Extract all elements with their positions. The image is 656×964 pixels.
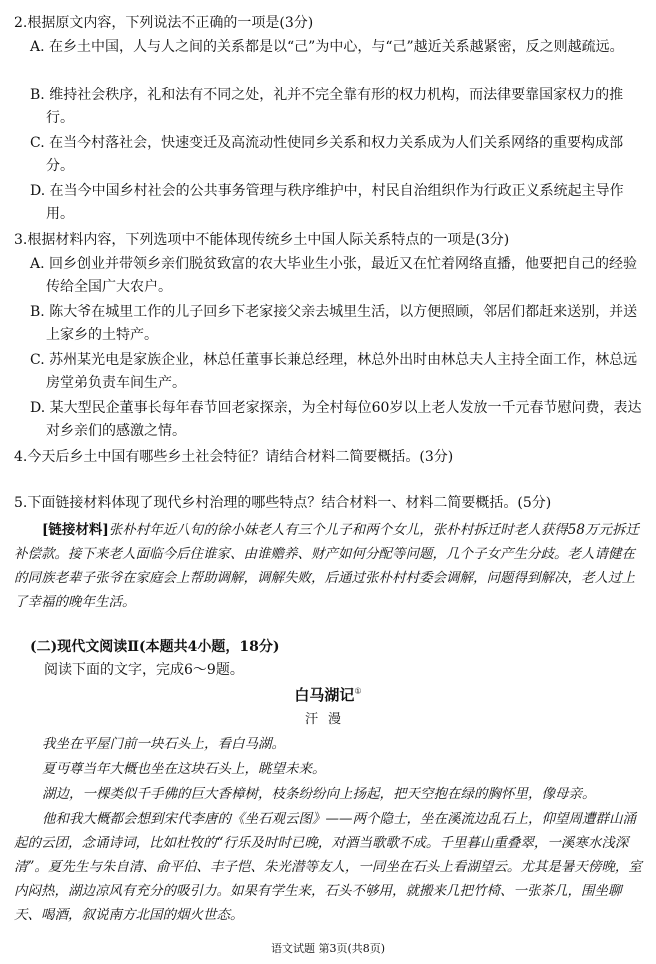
footnote-marker: ① <box>354 686 362 696</box>
linked-material-tag: [链接材料] <box>42 522 109 538</box>
question-2-option-c: C. 在当今村落社会，快速变迁及高流动性使同乡关系和权力关系成为人们关系网络的重要构成部分。 <box>30 135 624 174</box>
essay-paragraph-4: 他和我大概都会想到宋代李唐的《坐石观云图》——两个隐士，坐在溪流边乱石上，仰望周遭群山涌起的云团，念诵诗词，比如杜牧的“行乐及时时已晚，对酒当歌歌不成。千里暮山重叠翠，一溪寒水浅深清”。夏先生与朱自清、俞平伯、丰子恺、朱光潜等友人，一同坐在石头上看湖望云。尤其是暑天傍晚，室内闷热，湖边凉风有充分的吸引力。如果有学生来，石头不够用，就搬来几把竹椅、一张茶几，围坐聊天、喝酒，叙说南方北国的烟火世态。 <box>14 811 642 923</box>
essay-paragraph-2: 夏丏尊当年大概也坐在这块石头上，眺望未来。 <box>42 761 326 777</box>
question-3-option-c: C. 苏州某光电是家族企业，林总任董事长兼总经理，林总外出时由林总夫人主持全面工作，林总远房堂弟负责车间生产。 <box>30 352 638 391</box>
linked-material <box>14 518 642 614</box>
question-2-option-d: D. 在当今中国乡村社会的公共事务管理与秩序维护中，村民自治组织作为行政正义系统起主导作用。 <box>30 183 624 222</box>
question-2-stem: 2.根据原文内容，下列说法不正确的一项是(3分) <box>14 15 314 31</box>
reading-instruction: 阅读下面的文字，完成6～9题。 <box>44 662 244 678</box>
essay-title-block <box>0 684 656 705</box>
question-4-stem: 4.今天后乡土中国有哪些乡土社会特征？请结合材料二简要概括。(3分) <box>14 449 454 465</box>
question-3-option-b: B. 陈大爷在城里工作的儿子回乡下老家接父亲去城里生活，以方便照顾，邻居们都赶来送别，并送上家乡的土特产。 <box>30 304 638 343</box>
page-footer: 语文试题 第3页(共8页) <box>270 942 386 955</box>
question-5-stem: 5.下面链接材料体现了现代乡村治理的哪些特点？结合材料一、材料二简要概括。(5分) <box>14 495 552 511</box>
essay-paragraph-3: 湖边，一棵类似千手佛的巨大香樟树，枝条纷纷向上扬起，把天空抱在绿的胸怀里，像母亲。 <box>42 786 596 802</box>
question-2-option-a: A. 在乡土中国，人与人之间的关系都是以“己”为中心，与“己”越近关系越紧密，反之则越疏远。 <box>30 39 624 55</box>
question-3-stem: 3.根据材料内容，下列选项中不能体现传统乡土中国人际关系特点的一项是(3分) <box>14 232 510 248</box>
question-3-option-d: D. 某大型民企董事长每年春节回老家探亲，为全村每位60岁以上老人发放一千元春节慰问费，表达对乡亲们的感激之情。 <box>30 400 642 439</box>
section-heading: (二)现代文阅读Ⅱ(本题共4小题，18分) <box>30 639 280 655</box>
essay-title: 白马湖记 <box>294 686 355 704</box>
question-3-option-a: A. 回乡创业并带领乡亲们脱贫致富的农大毕业生小张，最近又在忙着网络直播，他要把自己的经验传给全国广大农户。 <box>30 256 638 295</box>
essay-author-block <box>0 708 656 727</box>
linked-material-text: 张朴村年近八旬的徐小妹老人有三个儿子和两个女儿，张朴村拆迁时老人获得58万元拆迁补偿款。接下来老人面临今后住谁家、由谁赡养、财产如何分配等问题，几个子女产生分歧。老人请健在的同族老辈子张爷在家庭会上帮助调解，调解失败，后通过张朴村村委会调解，问题得到解决，老人过上了幸福的晚年生活。 <box>14 522 639 610</box>
question-2-option-b: B. 维持社会秩序，礼和法有不同之处，礼并不完全靠有形的权力机构，而法律要靠国家权力的推行。 <box>30 87 624 126</box>
essay-paragraph-1: 我坐在平屋门前一块石头上，看白马湖。 <box>42 736 285 752</box>
essay-author: 汗漫 <box>304 712 351 727</box>
